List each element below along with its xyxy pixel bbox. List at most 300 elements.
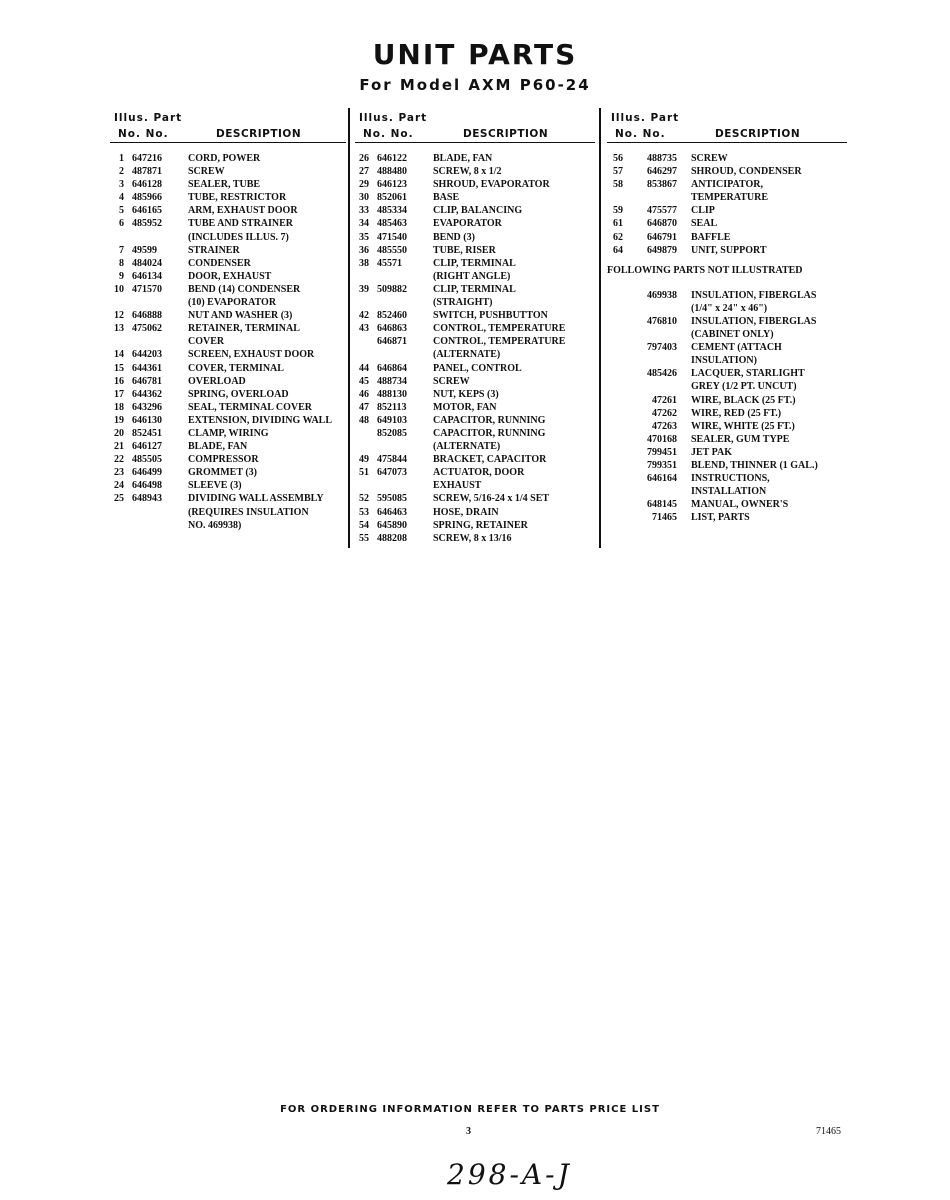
parts-row	[607, 178, 847, 191]
part-number: 475062	[132, 323, 162, 335]
parts-row	[355, 519, 595, 532]
parts-row	[355, 191, 595, 204]
parts-row	[110, 244, 346, 257]
parts-row	[355, 283, 595, 296]
part-description: TUBE, RISER	[433, 244, 496, 256]
parts-row	[355, 492, 595, 505]
part-number: 488735	[647, 153, 677, 164]
illus-number: 9	[119, 270, 124, 282]
part-number: 646870	[647, 218, 677, 230]
part-number: 646164	[647, 473, 677, 485]
part-description: COMPRESSOR	[188, 454, 259, 466]
illus-number: 39	[359, 283, 369, 295]
illus-number: 35	[359, 231, 369, 243]
illus-number: 4	[119, 192, 124, 204]
part-description: CLIP, TERMINAL	[433, 257, 516, 269]
illus-number: 48	[359, 414, 369, 426]
illus-number: 64	[613, 244, 623, 256]
parts-row	[110, 388, 346, 401]
part-description: WIRE, WHITE (25 FT.)	[691, 420, 795, 432]
part-number: 646863	[377, 323, 407, 335]
part-description: DIVIDING WALL ASSEMBLY	[188, 493, 324, 505]
illus-number: 18	[114, 401, 124, 413]
illus-number: 23	[114, 467, 124, 479]
illus-number: 27	[359, 166, 369, 178]
part-number: 49599	[132, 244, 157, 256]
header-illus-part: Illus. Part	[359, 112, 428, 124]
part-number: 485550	[377, 244, 407, 256]
parts-row	[607, 485, 847, 498]
part-number: 47262	[652, 407, 677, 419]
part-description: SCREW, 8 x 1/2	[433, 166, 502, 178]
illus-number: 59	[613, 205, 623, 217]
illus-number: 24	[114, 480, 124, 492]
header-no-no: No. No.	[363, 128, 414, 140]
column-divider	[599, 108, 601, 548]
part-number: 647073	[377, 467, 407, 479]
illus-number: 30	[359, 192, 369, 204]
illus-number: 12	[114, 310, 124, 322]
illus-number: 52	[359, 493, 369, 505]
parts-row	[607, 315, 847, 328]
header-description: DESCRIPTION	[216, 128, 302, 140]
part-description: CORD, POWER	[188, 153, 261, 164]
column-header	[110, 110, 346, 143]
part-number: 852061	[377, 192, 407, 204]
illus-number: 13	[114, 323, 124, 335]
part-number: 646128	[132, 179, 162, 191]
part-description: CLAMP, WIRING	[188, 427, 269, 439]
part-number: 644203	[132, 349, 162, 361]
part-description: SHROUD, EVAPORATOR	[433, 179, 550, 191]
part-number: 646864	[377, 362, 407, 374]
parts-row	[110, 178, 346, 191]
part-number: 853867	[647, 179, 677, 191]
part-description: COVER, TERMINAL	[188, 362, 284, 374]
part-number: 488130	[377, 388, 407, 400]
part-description: INSTALLATION	[691, 486, 767, 498]
part-number: 646165	[132, 205, 162, 217]
parts-row	[607, 498, 847, 511]
part-number: 485966	[132, 192, 162, 204]
header-no-no: No. No.	[118, 128, 169, 140]
illus-number: 36	[359, 244, 369, 256]
part-description: RETAINER, TERMINAL	[188, 323, 300, 335]
illus-number: 51	[359, 467, 369, 479]
parts-row	[355, 466, 595, 479]
part-number: 488734	[377, 375, 407, 387]
part-description: INSULATION, FIBERGLAS	[691, 315, 817, 327]
illus-number: 20	[114, 427, 124, 439]
illus-number: 8	[119, 257, 124, 269]
column-header	[607, 110, 847, 143]
illus-number: 44	[359, 362, 369, 374]
part-number: 485952	[132, 218, 162, 230]
part-description: ARM, EXHAUST DOOR	[188, 205, 298, 217]
part-description: ANTICIPATOR,	[691, 179, 763, 191]
part-number: 487871	[132, 166, 162, 178]
parts-row	[110, 440, 346, 453]
part-number: 485463	[377, 218, 407, 230]
part-description: SCREW	[188, 166, 225, 178]
part-number: 646888	[132, 310, 162, 322]
parts-row	[355, 178, 595, 191]
part-description: SEAL, TERMINAL COVER	[188, 401, 313, 413]
part-number: 488208	[377, 532, 407, 544]
parts-row	[110, 466, 346, 479]
part-number: 484024	[132, 257, 162, 269]
part-description: SPRING, RETAINER	[433, 519, 528, 531]
parts-row	[110, 414, 346, 427]
part-description: NO. 469938)	[188, 519, 242, 531]
parts-row	[355, 322, 595, 335]
illus-number: 56	[613, 153, 623, 164]
parts-row	[355, 270, 595, 283]
part-description: CAPACITOR, RUNNING	[433, 414, 546, 426]
part-number: 595085	[377, 493, 407, 505]
illus-number: 58	[613, 179, 623, 191]
parts-row	[355, 257, 595, 270]
part-description: JET PAK	[691, 446, 733, 458]
part-description: SHROUD, CONDENSER	[691, 166, 802, 178]
column-divider	[348, 108, 350, 548]
illus-number: 53	[359, 506, 369, 518]
illus-number: 10	[114, 283, 124, 295]
parts-row	[110, 506, 346, 519]
parts-row	[607, 394, 847, 407]
part-description: CLIP	[691, 205, 715, 217]
illus-number: 34	[359, 218, 369, 230]
part-number: 475844	[377, 454, 407, 466]
part-number: 643296	[132, 401, 162, 413]
parts-row	[110, 519, 346, 532]
part-number: 852113	[377, 401, 407, 413]
part-description: NUT AND WASHER (3)	[188, 310, 293, 322]
part-number: 797403	[647, 342, 677, 354]
illus-number: 62	[613, 231, 623, 243]
part-description: CLIP, BALANCING	[433, 205, 523, 217]
illus-number: 1	[119, 153, 124, 164]
parts-row	[110, 283, 346, 296]
part-description: (10) EVAPORATOR	[188, 297, 277, 309]
parts-row	[355, 165, 595, 178]
part-description: DOOR, EXHAUST	[188, 270, 272, 282]
illus-number: 19	[114, 414, 124, 426]
part-description: CAPACITOR, RUNNING	[433, 427, 546, 439]
parts-row	[607, 420, 847, 433]
parts-row	[607, 341, 847, 354]
part-description: BLADE, FAN	[188, 441, 248, 453]
part-description: MOTOR, FAN	[433, 401, 497, 413]
parts-row	[607, 433, 847, 446]
parts-row	[607, 459, 847, 472]
part-description: GREY (1/2 PT. UNCUT)	[691, 381, 797, 393]
parts-row	[355, 401, 595, 414]
part-number: 649879	[647, 244, 677, 256]
parts-row	[607, 367, 847, 380]
part-number: 852460	[377, 310, 407, 322]
parts-row	[110, 309, 346, 322]
part-description: (REQUIRES INSULATION	[188, 506, 309, 518]
part-description: WIRE, RED (25 FT.)	[691, 407, 782, 419]
part-number: 646134	[132, 270, 162, 282]
part-description: (STRAIGHT)	[433, 297, 493, 309]
header-illus-part: Illus. Part	[114, 112, 183, 124]
part-description: CONDENSER	[188, 257, 251, 269]
parts-row	[110, 165, 346, 178]
parts-row	[355, 309, 595, 322]
part-number: 45571	[377, 257, 402, 269]
part-number: 471540	[377, 231, 407, 243]
illus-number: 15	[114, 362, 124, 374]
part-description: LIST, PARTS	[691, 512, 750, 524]
part-description: SCREW	[691, 153, 728, 164]
illus-number: 43	[359, 323, 369, 335]
part-number: 485426	[647, 368, 677, 380]
part-number: 469938	[647, 289, 677, 301]
part-number: 799351	[647, 459, 677, 471]
part-number: 646130	[132, 414, 162, 426]
parts-row	[607, 231, 847, 244]
parts-row	[607, 204, 847, 217]
parts-row	[355, 479, 595, 492]
part-description: SCREW, 5/16-24 x 1/4 SET	[433, 493, 550, 505]
illus-number: 6	[119, 218, 124, 230]
parts-row	[110, 362, 346, 375]
header-description: DESCRIPTION	[463, 128, 549, 140]
parts-row	[355, 362, 595, 375]
parts-row	[110, 296, 346, 309]
illus-number: 38	[359, 257, 369, 269]
part-number: 646297	[647, 166, 677, 178]
illus-number: 33	[359, 205, 369, 217]
part-number: 646781	[132, 375, 162, 387]
part-number: 645890	[377, 519, 407, 531]
parts-row	[355, 414, 595, 427]
parts-row	[110, 204, 346, 217]
parts-row	[355, 231, 595, 244]
part-description: CONTROL, TEMPERATURE	[433, 336, 566, 348]
part-description: UNIT, SUPPORT	[691, 244, 767, 256]
parts-row	[110, 335, 346, 348]
part-description: BEND (3)	[433, 231, 475, 243]
parts-row	[110, 375, 346, 388]
part-description: CONTROL, TEMPERATURE	[433, 323, 566, 335]
parts-row	[355, 348, 595, 361]
part-description: BASE	[433, 192, 460, 204]
ordering-footer: FOR ORDERING INFORMATION REFER TO PARTS PRICE LIST	[280, 1104, 660, 1115]
page-title: UNIT PARTS	[372, 38, 578, 71]
parts-row	[355, 453, 595, 466]
part-description: TUBE, RESTRICTOR	[188, 192, 287, 204]
part-number: 799451	[647, 446, 677, 458]
parts-row	[355, 152, 595, 165]
part-number: 646499	[132, 467, 162, 479]
part-description: TEMPERATURE	[691, 192, 769, 204]
parts-row	[355, 506, 595, 519]
part-description: WIRE, BLACK (25 FT.)	[691, 394, 796, 406]
not-illustrated-note: FOLLOWING PARTS NOT ILLUSTRATED	[607, 264, 803, 276]
parts-row	[355, 388, 595, 401]
part-number: 648943	[132, 493, 162, 505]
part-number: 646463	[377, 506, 407, 518]
header-illus-part: Illus. Part	[611, 112, 680, 124]
illus-number: 29	[359, 179, 369, 191]
part-description: EXTENSION, DIVIDING WALL	[188, 414, 333, 426]
part-number: 646791	[647, 231, 677, 243]
parts-row	[110, 191, 346, 204]
part-description: NUT, KEPS (3)	[433, 388, 499, 400]
part-description: ACTUATOR, DOOR	[433, 467, 525, 479]
part-description: CLIP, TERMINAL	[433, 283, 516, 295]
parts-row	[110, 217, 346, 230]
parts-row	[355, 427, 595, 440]
parts-row	[110, 152, 346, 165]
part-number: 646127	[132, 441, 162, 453]
part-number: 476810	[647, 315, 677, 327]
part-description: (INCLUDES ILLUS. 7)	[188, 231, 289, 243]
illus-number: 61	[613, 218, 623, 230]
parts-row	[355, 375, 595, 388]
parts-row	[607, 289, 847, 302]
handwritten-note: 298-A-J	[447, 1158, 572, 1191]
parts-row	[355, 296, 595, 309]
illus-number: 2	[119, 166, 124, 178]
illus-number: 42	[359, 310, 369, 322]
part-description: SEAL	[691, 218, 718, 230]
parts-row	[110, 453, 346, 466]
parts-row	[607, 191, 847, 204]
part-description: EXHAUST	[433, 480, 482, 492]
illus-number: 55	[359, 532, 369, 544]
part-description: BRACKET, CAPACITOR	[433, 454, 547, 466]
illus-number: 16	[114, 375, 124, 387]
parts-row	[607, 165, 847, 178]
part-description: SCREW	[433, 375, 470, 387]
part-description: LACQUER, STARLIGHT	[691, 368, 805, 380]
part-description: SPRING, OVERLOAD	[188, 388, 289, 400]
part-number: 47263	[652, 420, 677, 432]
part-description: BAFFLE	[691, 231, 731, 243]
illus-number: 57	[613, 166, 623, 178]
illus-number: 3	[119, 179, 124, 191]
part-number: 644362	[132, 388, 162, 400]
part-description: (ALTERNATE)	[433, 441, 501, 453]
part-description: (CABINET ONLY)	[691, 329, 774, 341]
parts-row	[355, 217, 595, 230]
illus-number: 49	[359, 454, 369, 466]
parts-row	[355, 440, 595, 453]
part-number: 47261	[652, 394, 677, 406]
part-description: BLEND, THINNER (1 GAL.)	[691, 459, 818, 471]
part-number: 646498	[132, 480, 162, 492]
parts-row	[110, 492, 346, 505]
parts-row	[110, 348, 346, 361]
parts-row	[110, 427, 346, 440]
parts-row	[607, 511, 847, 524]
illus-number: 14	[114, 349, 124, 361]
part-description: TUBE AND STRAINER	[188, 218, 294, 230]
part-description: BLADE, FAN	[433, 153, 493, 164]
part-number: 485505	[132, 454, 162, 466]
illus-number: 26	[359, 153, 369, 164]
part-description: STRAINER	[188, 244, 240, 256]
illus-number: 17	[114, 388, 124, 400]
parts-column-3	[607, 110, 847, 524]
part-description: MANUAL, OWNER'S	[691, 499, 789, 511]
parts-row	[607, 407, 847, 420]
part-number: 71465	[652, 512, 677, 524]
parts-row	[607, 380, 847, 393]
part-description: EVAPORATOR	[433, 218, 502, 230]
illus-number: 54	[359, 519, 369, 531]
parts-row	[607, 217, 847, 230]
document-number: 71465	[816, 1126, 841, 1137]
parts-row	[110, 322, 346, 335]
column-header	[355, 110, 595, 143]
parts-row	[110, 231, 346, 244]
parts-column-1	[110, 110, 346, 532]
parts-row	[607, 244, 847, 257]
part-number: 648145	[647, 499, 677, 511]
illus-number: 22	[114, 454, 124, 466]
part-number: 475577	[647, 205, 677, 217]
page-number: 3	[466, 1126, 471, 1137]
parts-column-2	[355, 110, 595, 545]
parts-row	[607, 302, 847, 315]
part-description: OVERLOAD	[188, 375, 246, 387]
model-subtitle: For Model AXM P60-24	[359, 76, 591, 94]
parts-row	[355, 532, 595, 545]
parts-row	[607, 152, 847, 165]
part-number: 852451	[132, 427, 162, 439]
part-description: INSTRUCTIONS,	[691, 473, 770, 485]
parts-row	[110, 479, 346, 492]
part-number: 649103	[377, 414, 407, 426]
part-description: SCREW, 8 x 13/16	[433, 532, 512, 544]
parts-row	[607, 328, 847, 341]
part-description: SCREEN, EXHAUST DOOR	[188, 349, 315, 361]
part-description: SEALER, TUBE	[188, 179, 261, 191]
part-number: 488480	[377, 166, 407, 178]
parts-row	[355, 204, 595, 217]
part-number: 644361	[132, 362, 162, 374]
header-description: DESCRIPTION	[715, 128, 801, 140]
part-number: 852085	[377, 427, 407, 439]
part-description: BEND (14) CONDENSER	[188, 283, 301, 295]
part-description: CEMENT (ATTACH	[691, 342, 782, 354]
illus-number: 5	[119, 205, 124, 217]
illus-number: 21	[114, 441, 124, 453]
part-description: (RIGHT ANGLE)	[433, 270, 511, 282]
part-description: (ALTERNATE)	[433, 349, 501, 361]
parts-row	[110, 401, 346, 414]
part-description: COVER	[188, 336, 225, 348]
illus-number: 7	[119, 244, 124, 256]
parts-row	[355, 244, 595, 257]
parts-row	[607, 446, 847, 459]
parts-row	[607, 472, 847, 485]
part-number: 485334	[377, 205, 407, 217]
part-number: 471570	[132, 283, 162, 295]
illus-number: 45	[359, 375, 369, 387]
part-number: 647216	[132, 153, 162, 164]
part-description: GROMMET (3)	[188, 467, 257, 479]
illus-number: 47	[359, 401, 369, 413]
parts-row	[110, 270, 346, 283]
part-description: PANEL, CONTROL	[433, 362, 522, 374]
parts-row	[355, 335, 595, 348]
